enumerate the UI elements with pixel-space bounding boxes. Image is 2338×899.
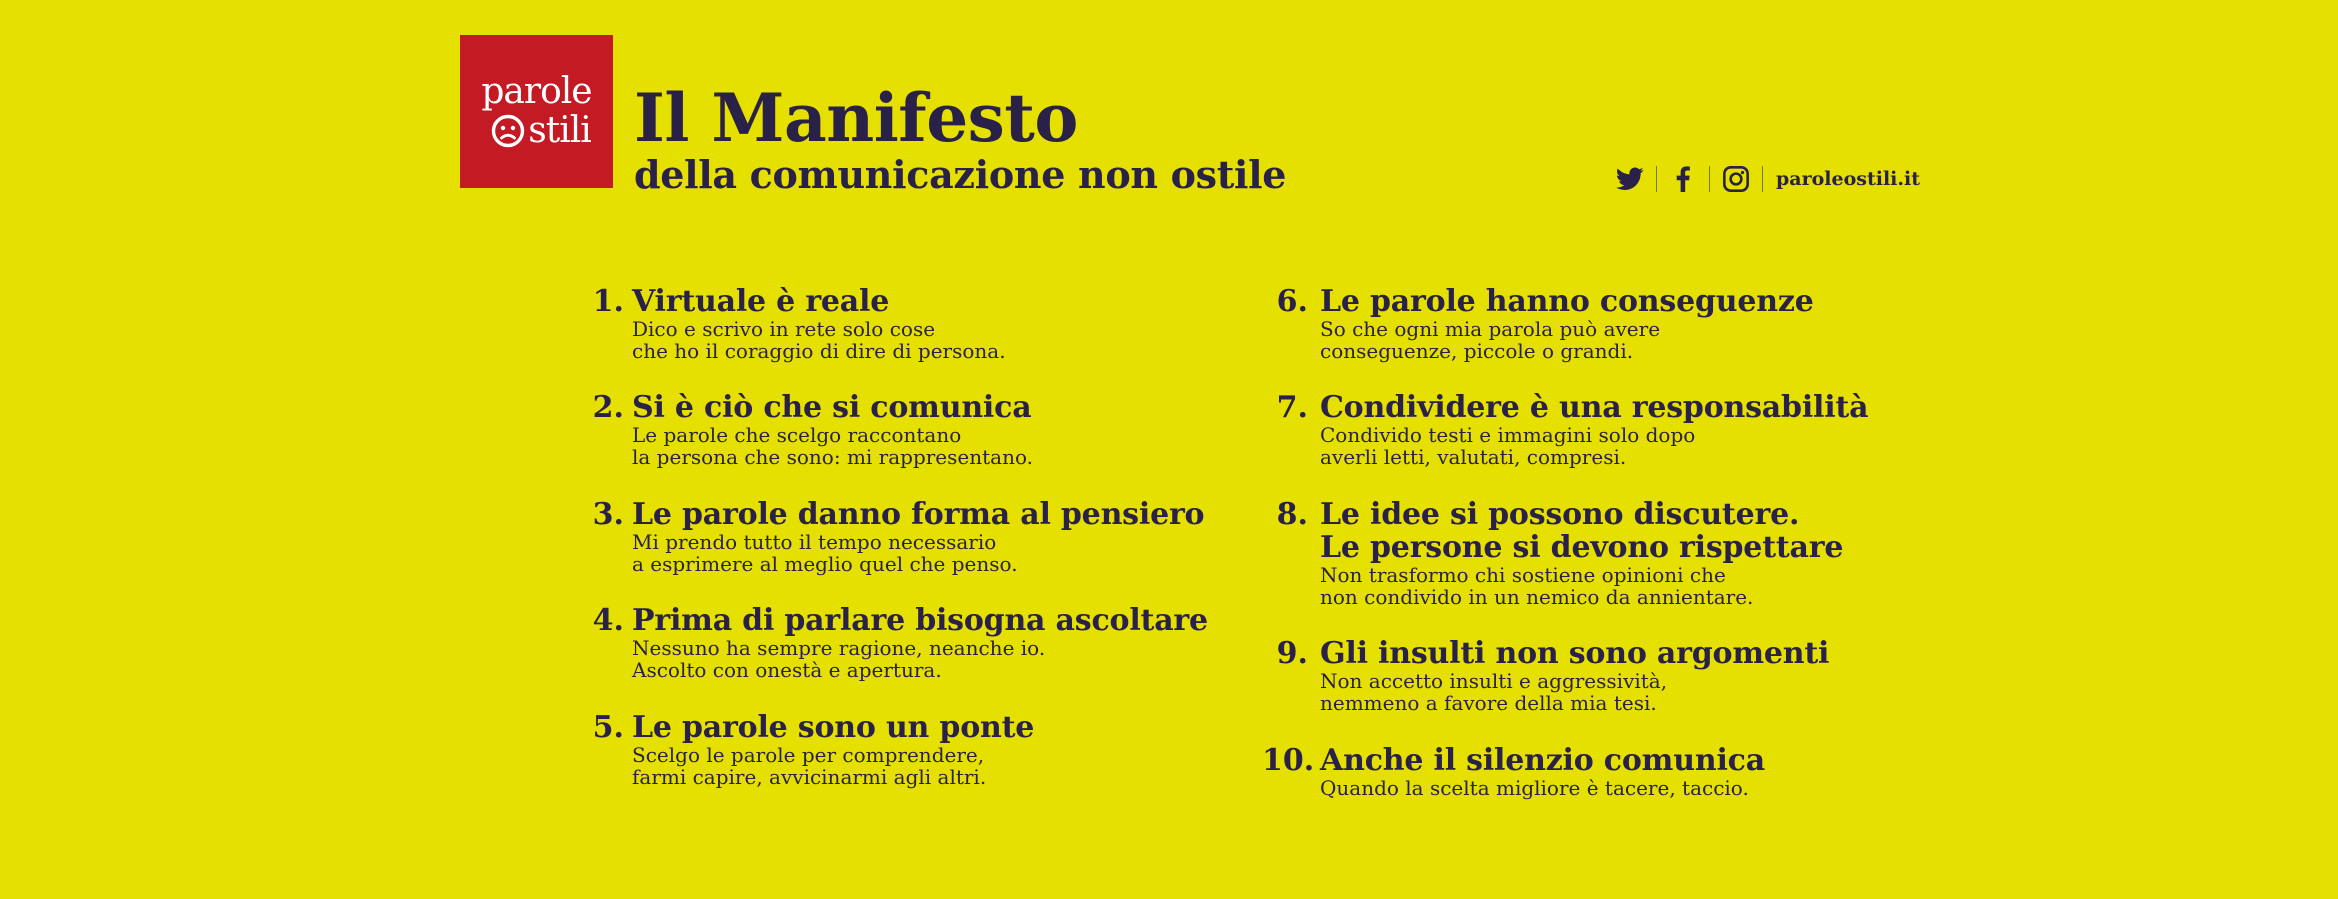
item-title: Gli insulti non sono argomenti — [1320, 636, 1830, 671]
social-bar — [1615, 160, 1920, 198]
manifesto-item-6 — [1262, 285, 1922, 391]
manifesto-column-left — [586, 285, 1246, 791]
manifesto-item-10 — [1262, 744, 1922, 804]
manifesto-item-8 — [1262, 498, 1922, 637]
item-number: 8. — [1276, 497, 1308, 532]
item-title: Prima di parlare bisogna ascoltare — [632, 603, 1208, 638]
page-subtitle: della comunicazione non ostile — [634, 152, 1287, 197]
item-number: 1. — [592, 284, 624, 319]
manifesto-item-1 — [586, 285, 1246, 391]
logo-line-2 — [490, 111, 590, 151]
item-number: 3. — [592, 497, 624, 532]
item-title: Le idee si possono discutere. — [1320, 497, 1800, 532]
divider — [1709, 166, 1710, 192]
item-title-line-2: Le persone si devono rispettare — [1320, 530, 1844, 565]
item-description: So che ogni mia parola può avere conseguenze, piccole o grandi. — [1320, 317, 1661, 363]
item-number: 2. — [592, 390, 624, 425]
page-title: Il Manifesto — [634, 79, 1078, 157]
manifesto-column-right — [1262, 285, 1922, 804]
item-description: Non accetto insulti e aggressività, nemmeno a favore della mia tesi. — [1320, 669, 1668, 715]
website-link[interactable]: paroleostili.it — [1776, 168, 1920, 190]
item-description: Nessuno ha sempre ragione, neanche io. Ascolto con onestà e apertura. — [632, 636, 1046, 682]
instagram-icon[interactable] — [1721, 164, 1751, 194]
manifesto-item-3 — [586, 498, 1246, 604]
item-number: 9. — [1276, 636, 1308, 671]
item-title: Le parole hanno conseguenze — [1320, 284, 1814, 319]
logo-word-stili: stili — [528, 109, 591, 151]
item-number: 7. — [1276, 390, 1308, 425]
divider — [1762, 166, 1763, 192]
item-number: 10. — [1262, 743, 1315, 778]
item-description: Non trasformo chi sostiene opinioni che non condivido in un nemico da annientare. — [1320, 563, 1754, 609]
manifesto-item-4 — [586, 604, 1246, 711]
manifesto-item-9 — [1262, 637, 1922, 744]
logo-word-parole: parole — [481, 70, 592, 112]
parole-ostili-logo — [460, 35, 613, 188]
manifesto-item-7 — [1262, 391, 1922, 498]
item-title: Anche il silenzio comunica — [1320, 743, 1765, 778]
frown-face-icon — [490, 113, 526, 149]
item-number: 4. — [592, 603, 624, 638]
facebook-icon[interactable] — [1668, 164, 1698, 194]
item-title: Le parole sono un ponte — [632, 710, 1035, 745]
manifesto-item-2 — [586, 391, 1246, 498]
item-number: 5. — [592, 710, 624, 745]
divider — [1656, 166, 1657, 192]
item-title: Si è ciò che si comunica — [632, 390, 1032, 425]
item-title: Condividere è una responsabilità — [1320, 390, 1869, 425]
item-number: 6. — [1276, 284, 1308, 319]
item-description: Le parole che scelgo raccontano la persona che sono: mi rappresentano. — [632, 423, 1034, 469]
item-title: Le parole danno forma al pensiero — [632, 497, 1205, 532]
manifesto-item-5 — [586, 711, 1246, 791]
item-description: Condivido testi e immagini solo dopo averli letti, valutati, compresi. — [1320, 423, 1696, 469]
item-title: Virtuale è reale — [632, 284, 890, 319]
item-description: Scelgo le parole per comprendere, farmi capire, avvicinarmi agli altri. — [632, 743, 987, 789]
item-description: Mi prendo tutto il tempo necessario a esprimere al meglio quel che penso. — [632, 530, 1018, 576]
item-description: Dico e scrivo in rete solo cose che ho il coraggio di dire di persona. — [632, 317, 1006, 363]
twitter-icon[interactable] — [1615, 164, 1645, 194]
item-description: Quando la scelta migliore è tacere, taccio. — [1320, 776, 1749, 800]
